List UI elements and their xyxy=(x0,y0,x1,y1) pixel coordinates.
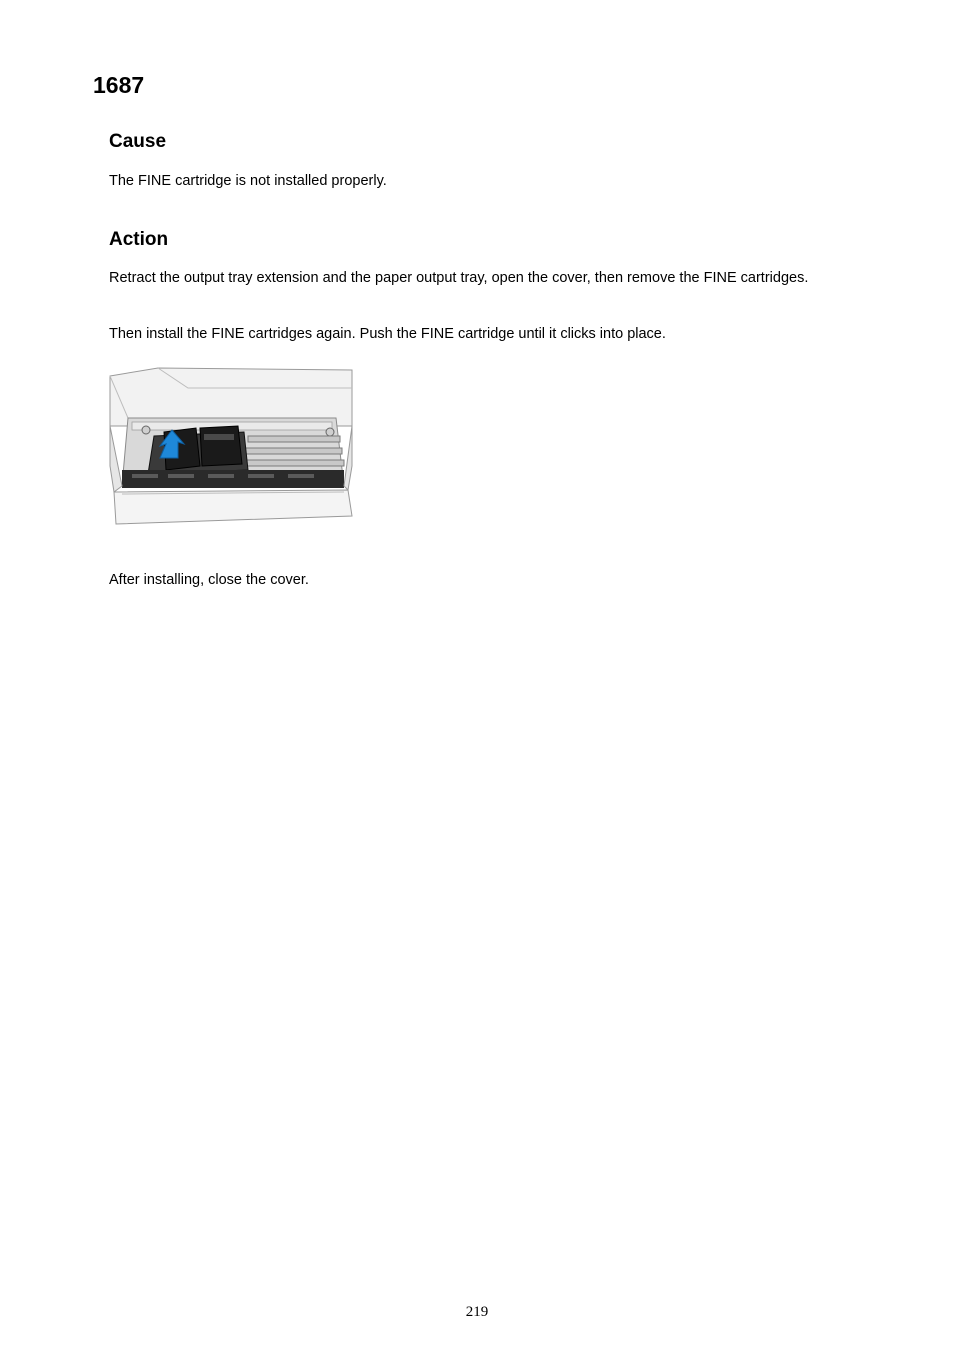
page-title: 1687 xyxy=(93,72,145,98)
action-heading: Action xyxy=(109,229,169,250)
fine-cartridge-right xyxy=(200,426,242,466)
action-step-remove: Retract the output tray extension and the paper output tray, open the cover, then remove the FINE cartridges. xyxy=(109,270,809,286)
printer-front-cover xyxy=(114,490,352,524)
printer-top-cover xyxy=(110,368,352,426)
page-number: 219 xyxy=(465,1304,489,1320)
cause-text: The FINE cartridge is not installed properly. xyxy=(109,173,387,189)
printer-cartridge-illustration xyxy=(108,366,354,528)
cause-heading: Cause xyxy=(109,131,167,152)
action-step-install: Then install the FINE cartridges again. Push the FINE cartridge until it clicks into place. xyxy=(109,326,666,342)
action-step-close-cover: After installing, close the cover. xyxy=(109,572,309,588)
